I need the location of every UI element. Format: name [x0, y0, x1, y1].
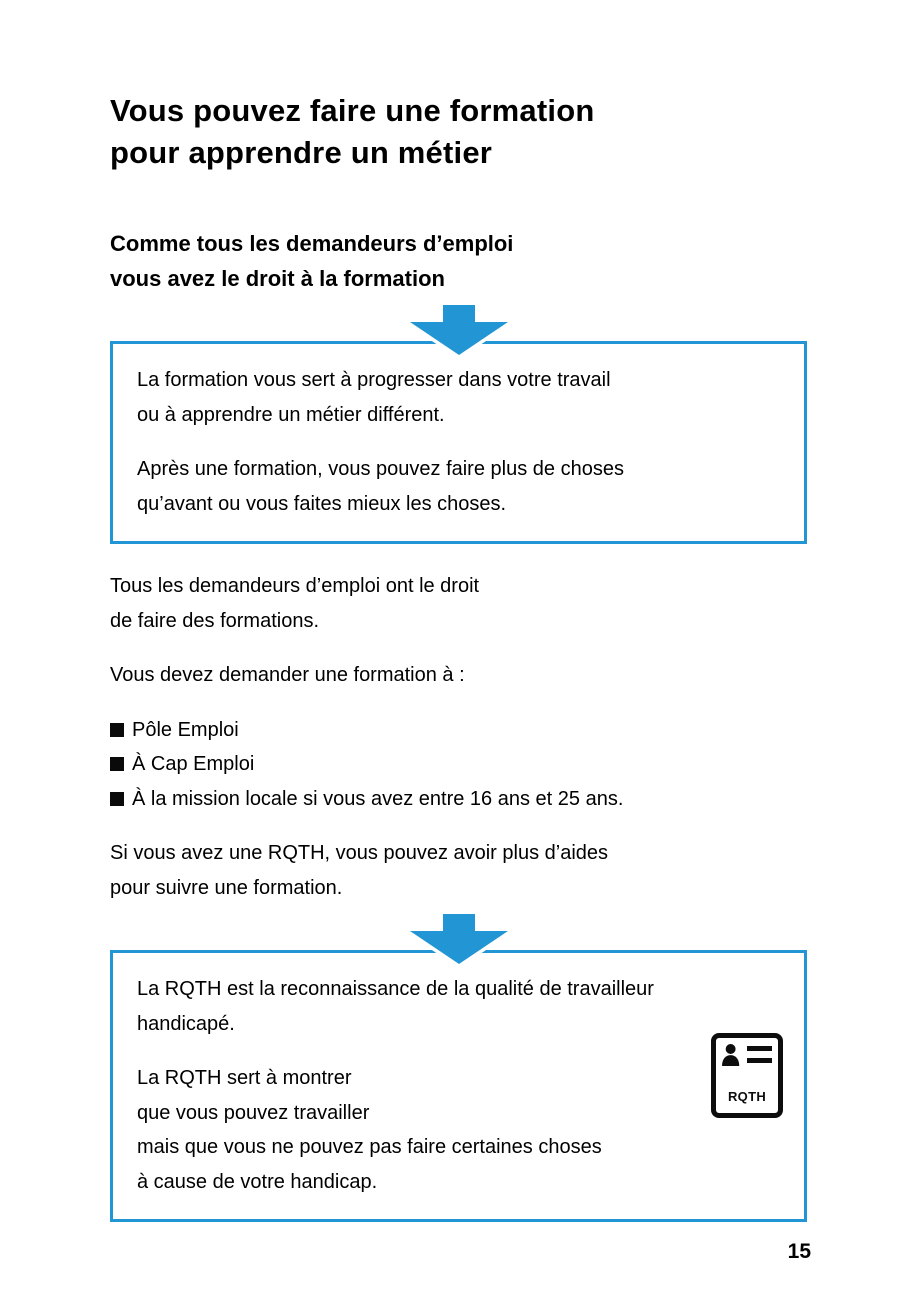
callout-rqth-paragraph-1	[137, 972, 780, 1041]
text-line: Tous les demandeurs d’emploi ont le droit	[110, 575, 480, 597]
person-icon	[722, 1044, 745, 1066]
body-paragraph-3	[110, 836, 807, 905]
callout-formation-paragraph-1	[137, 363, 780, 432]
text-line: qu’avant ou vous faites mieux les choses.	[137, 492, 507, 515]
text-line: de faire des formations.	[110, 609, 319, 632]
rqth-card-icon	[711, 1033, 783, 1118]
callout-rqth-paragraph-2	[137, 1061, 780, 1199]
body-paragraph-1	[110, 569, 807, 638]
text-line: Vous devez demander une formation à :	[110, 664, 465, 686]
list-item	[110, 713, 807, 748]
text-line: à cause de votre handicap.	[137, 1170, 378, 1193]
section-subtitle-line-1: Comme tous les demandeurs d’emploi	[110, 231, 514, 256]
square-bullet-icon	[110, 757, 124, 771]
section-subtitle-line-2: vous avez le droit à la formation	[110, 266, 445, 291]
text-line: pour suivre une formation.	[110, 876, 343, 899]
text-line: Après une formation, vous pouvez faire plus de choses	[137, 458, 624, 480]
down-arrow-icon	[410, 305, 508, 355]
section-subtitle	[110, 226, 807, 296]
text-line: handicapé.	[137, 1012, 235, 1035]
callout-formation-box	[110, 341, 807, 544]
text-lines-icon	[747, 1044, 772, 1063]
list-item-label: À Cap Emploi	[132, 753, 255, 775]
page-number: 15	[787, 1240, 811, 1263]
body-paragraph-2	[110, 658, 807, 693]
page-title-line-1: Vous pouvez faire une formation	[110, 93, 595, 128]
text-line: Si vous avez une RQTH, vous pouvez avoir plus d’aides	[110, 842, 609, 864]
rqth-card-label: RQTH	[727, 1089, 767, 1104]
callout-formation-paragraph-2	[137, 452, 780, 521]
list-item-label: À la mission locale si vous avez entre 16 ans et 25 ans.	[132, 787, 624, 810]
page-title	[110, 90, 807, 174]
page-title-line-2: pour apprendre un métier	[110, 135, 493, 170]
callout-rqth-box	[110, 950, 807, 1222]
text-line: La RQTH sert à montrer	[137, 1067, 352, 1089]
list-item	[110, 782, 807, 817]
list-item	[110, 747, 807, 782]
square-bullet-icon	[110, 792, 124, 806]
text-line: que vous pouvez travailler	[137, 1101, 370, 1124]
list-item-label: Pôle Emploi	[132, 718, 239, 741]
text-line: La formation vous sert à progresser dans votre travail	[137, 369, 611, 391]
text-line: mais que vous ne pouvez pas faire certaines choses	[137, 1136, 602, 1158]
text-line: La RQTH est la reconnaissance de la qualité de travailleur	[137, 978, 654, 1000]
down-arrow-icon	[410, 914, 508, 964]
rqth-card-top-row	[722, 1044, 772, 1066]
bullet-list	[110, 713, 807, 817]
text-line: ou à apprendre un métier différent.	[137, 403, 445, 426]
square-bullet-icon	[110, 723, 124, 737]
